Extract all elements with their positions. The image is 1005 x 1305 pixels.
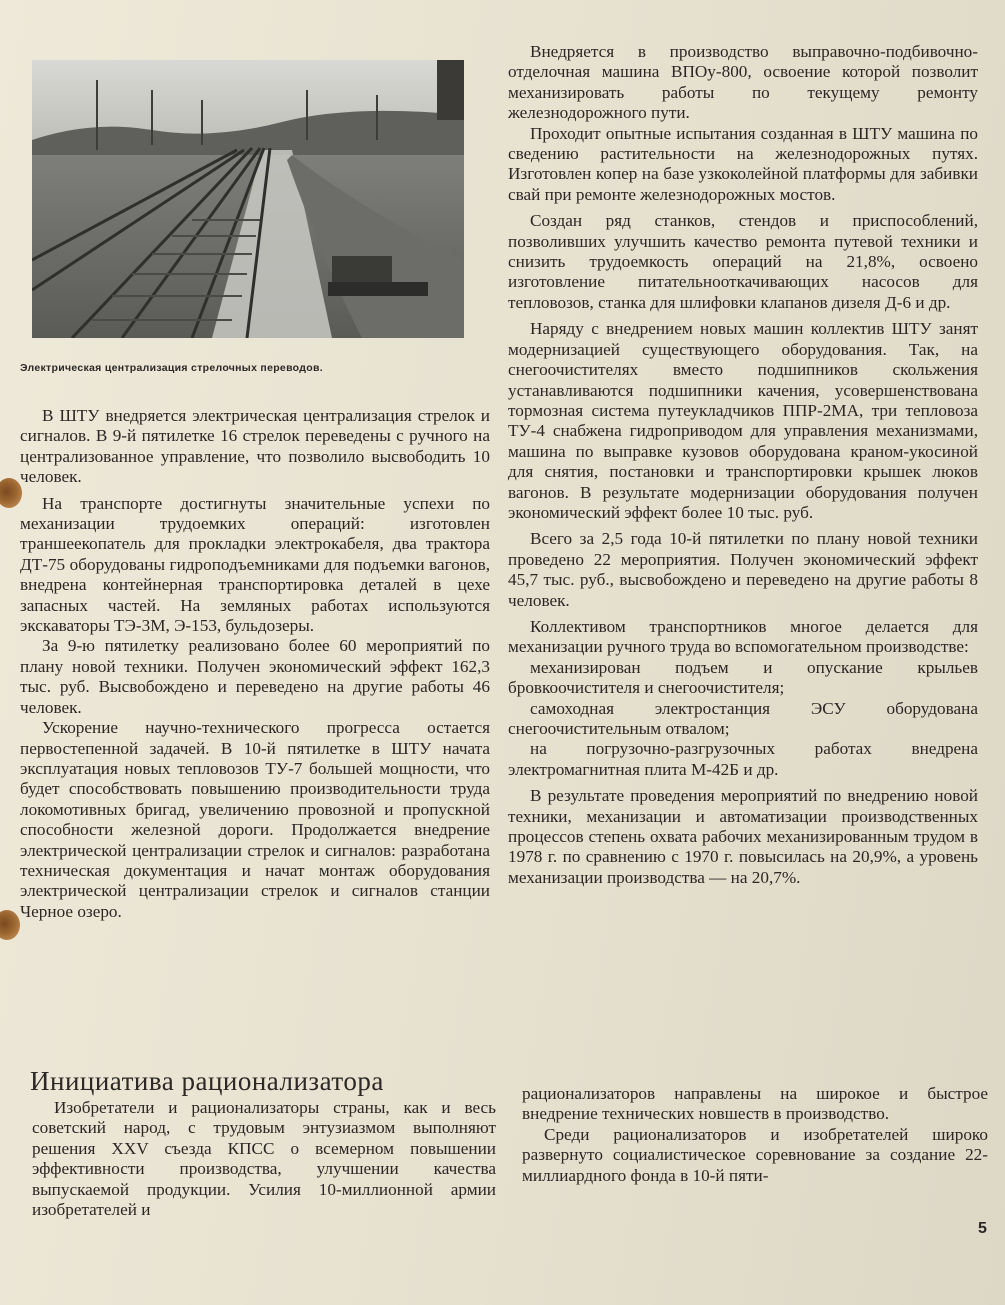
- railway-photo-drawing: [32, 60, 464, 338]
- list-item: самоходная электростанция ЭСУ оборудована снегоочистительным отвалом;: [508, 698, 978, 738]
- binder-hole: [0, 478, 22, 508]
- paragraph: Всего за 2,5 года 10-й пятилетки по плану новой техники проведено 22 мероприятия. Получен экономический эффект 45,7 тыс. руб., высвобождено и переведено на другие работы 8 человек.: [508, 529, 978, 610]
- paragraph: Создан ряд станков, стендов и приспособлений, позволивших улучшить качество ремонта путевой техники и снизить трудоемкость операций на 21,8%, освоено изготовление питательнооткачивающих насосов для тепловозов, станка для шлифовки клапанов дизеля Д-6 и др.: [508, 211, 978, 312]
- paragraph: В результате проведения мероприятий по внедрению новой техники, механизации и автоматизации производственных процессов степень охвата рабочих механизированным трудом в 1978 г. по сравнению с 1970 г. повысилась на 20,9%, а уровень механизации производства — на 20,7%.: [508, 786, 978, 887]
- paragraph: Внедряется в производство выправочно-подбивочно-отделочная машина ВПОу-800, освоение которой позволит механизировать работы по текущему ремонту железнодорожного пути.: [508, 42, 978, 123]
- list-item: механизирован подъем и опускание крыльев бровкоочистителя и снегоочистителя;: [508, 657, 978, 698]
- paragraph: Ускорение научно-технического прогресса остается первостепенной задачей. В 10-й пятилетке в ШТУ начата эксплуатация новых тепловозов ТУ-7 большей мощности, что будет способствовать повышению производительности труда локомотивных бригад, увеличению провозной и пропускной способности железной дороги. Продолжается внедрение электрической централизации стрелок и сигналов: разработана техническая документация и начат монтаж оборудования электрической централизации стрелок и сигналов станции Черное озеро.: [20, 718, 490, 921]
- photo-caption: Электрическая централизация стрелочных переводов.: [20, 362, 323, 374]
- paragraph: рационализаторов направлены на широкое и быстрое внедрение технических новшеств в производство.: [522, 1084, 988, 1124]
- paragraph: Коллективом транспортников многое делается для механизации ручного труда во вспомогательном производстве:: [508, 616, 978, 657]
- section-left-column: [32, 1098, 496, 1220]
- paragraph: За 9-ю пятилетку реализовано более 60 мероприятий по плану новой техники. Получен экономический эффект 162,3 тыс. руб. Высвобождено и переведено на другие работы 46 человек.: [20, 636, 490, 717]
- section-heading: Инициатива рационализатора: [30, 1066, 384, 1097]
- right-column: [508, 42, 978, 888]
- railway-switch-photo: [32, 60, 464, 338]
- paragraph: Среди рационализаторов и изобретателей широко развернуто социалистическое соревнование за создание 22-миллиардного фонда в 10-й пяти-: [522, 1124, 988, 1185]
- paragraph: В ШТУ внедряется электрическая централизация стрелок и сигналов. В 9-й пятилетке 16 стрелок переведены с ручного на централизованное управление, что позволило высвободить 10 человек.: [20, 406, 490, 487]
- list-item: на погрузочно-разгрузочных работах внедрена электромагнитная плита М-42Б и др.: [508, 739, 978, 779]
- paragraph: Наряду с внедрением новых машин коллектив ШТУ занят модернизацией существующего оборудования. Так, на снегоочистителях вместо подшипников скольжения устанавливаются подшипники качения, усовершенствована тормозная система путеукладчиков ППР-2МА, три тепловоза ТУ-4 снабжена гидроприводом для управления механизмами, машина по выправке кузовов оборудована краном-укосиной для снятия, постановки и транспортировки крышек люков вагонов. В результате модернизации оборудования получен экономический эффект более 10 тыс. руб.: [508, 319, 978, 522]
- section-right-column: [522, 1084, 988, 1186]
- binder-hole: [0, 910, 20, 940]
- page-number: 5: [978, 1220, 987, 1237]
- paragraph: Проходит опытные испытания созданная в ШТУ машина по сведению растительности на железнодорожных путях. Изготовлен копер на базе узкоколейной платформы для забивки свай при ремонте железнодорожных мостов.: [508, 123, 978, 204]
- paragraph: На транспорте достигнуты значительные успехи по механизации трудоемких операций: изготовлен траншеекопатель для прокладки электрокабеля, два трактора ДТ-75 оборудованы гидроподъемниками для подъемки вагонов, внедрена контейнерная транспортировка деталей в цехе запасных частей. На земляных работах используются экскаваторы ТЭ-3М, Э-153, бульдозеры.: [20, 493, 490, 636]
- paragraph: Изобретатели и рационализаторы страны, как и весь советский народ, с трудовым энтузиазмом выполняют решения XXV съезда КПСС о всемерном повышении эффективности производства, улучшении качества выпускаемой продукции. Усилия 10-миллионной армии изобретателей и: [32, 1098, 496, 1220]
- left-column: [20, 406, 490, 922]
